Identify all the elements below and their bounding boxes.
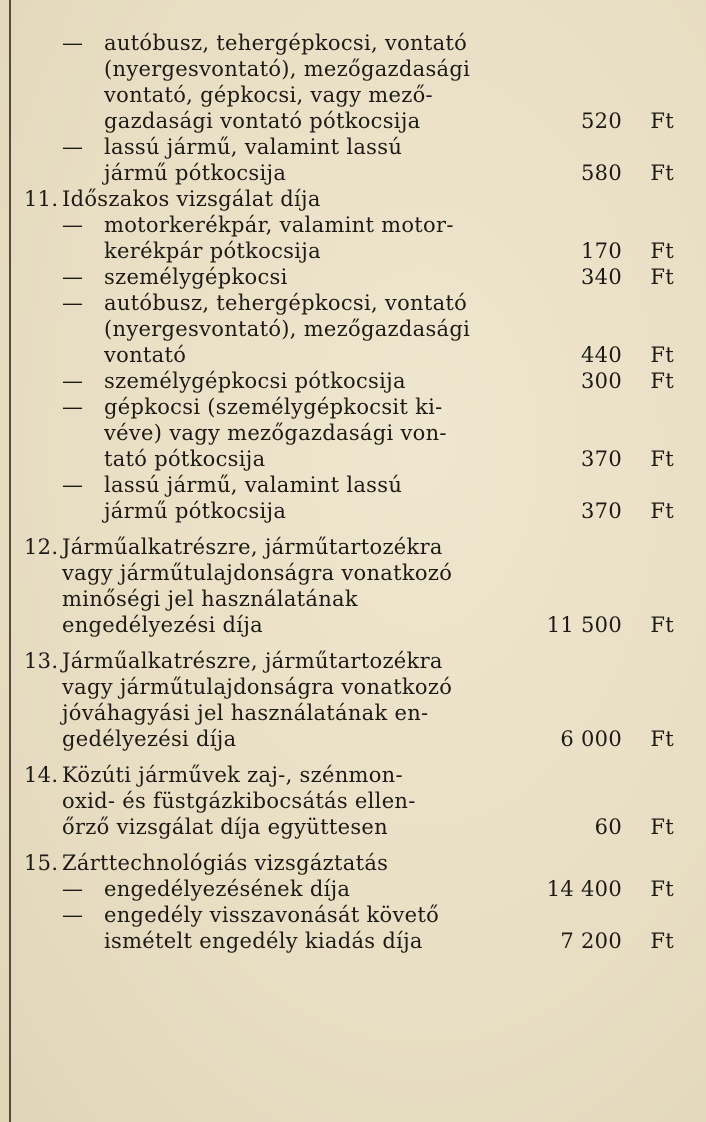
line-text: gedélyezési díja <box>62 727 237 751</box>
fee-amount: 370 <box>581 499 622 523</box>
line-text: lassú jármű, valamint lassú <box>104 135 403 159</box>
section-gap <box>24 638 684 648</box>
fee-line <box>24 290 684 316</box>
line-text: Járműalkatrészre, járműtartozékra <box>62 649 443 673</box>
fee-amount: 580 <box>581 161 622 185</box>
fee-line <box>24 446 684 472</box>
fee-amount: 60 <box>594 815 622 839</box>
fee-amount: 14 400 <box>546 877 622 901</box>
section-gap <box>24 840 684 850</box>
line-text: gazdasági vontató pótkocsija <box>104 109 421 133</box>
fee-line <box>24 316 684 342</box>
dash-bullet: — <box>62 473 84 497</box>
fee-line <box>24 342 684 368</box>
fee-line <box>24 726 684 752</box>
fee-line <box>24 612 684 638</box>
line-text: engedélyezésének díja <box>104 877 351 901</box>
fee-line <box>24 186 684 212</box>
dash-bullet: — <box>62 265 84 289</box>
line-text: jármű pótkocsija <box>104 161 287 185</box>
fee-line <box>24 902 684 928</box>
fee-amount: 7 200 <box>560 929 622 953</box>
line-text: személygépkocsi pótkocsija <box>104 369 406 393</box>
line-text: Közúti járművek zaj-, szénmon- <box>62 763 403 787</box>
fee-line <box>24 876 684 902</box>
currency-label: Ft <box>650 265 674 289</box>
line-text: (nyergesvontató), mezőgazdasági <box>104 57 471 81</box>
fee-amount: 300 <box>581 369 622 393</box>
line-text: gépkocsi (személygépkocsit ki- <box>104 395 443 419</box>
line-text: vagy járműtulajdonságra vonatkozó <box>62 561 453 585</box>
line-text: engedély visszavonását követő <box>104 903 440 927</box>
dash-bullet: — <box>62 291 84 315</box>
fee-amount: 520 <box>581 109 622 133</box>
currency-label: Ft <box>650 727 674 751</box>
line-text: autóbusz, tehergépkocsi, vontató <box>104 291 468 315</box>
fee-line <box>24 420 684 446</box>
line-text: Időszakos vizsgálat díja <box>62 187 321 211</box>
currency-label: Ft <box>650 343 674 367</box>
line-text: tató pótkocsija <box>104 447 266 471</box>
line-text: vontató, gépkocsi, vagy mező- <box>104 83 433 107</box>
margin-rule <box>9 0 11 1122</box>
fee-line <box>24 134 684 160</box>
fee-line <box>24 814 684 840</box>
fee-line <box>24 700 684 726</box>
line-text: autóbusz, tehergépkocsi, vontató <box>104 31 468 55</box>
line-text: motorkerékpár, valamint motor- <box>104 213 454 237</box>
fee-line <box>24 394 684 420</box>
item-number: 14. <box>24 763 59 787</box>
line-text: lassú jármű, valamint lassú <box>104 473 403 497</box>
fee-line <box>24 498 684 524</box>
dash-bullet: — <box>62 31 84 55</box>
fee-amount: 170 <box>581 239 622 263</box>
fee-line <box>24 928 684 954</box>
line-text: Zárttechnológiás vizsgáztatás <box>62 851 389 875</box>
fee-line <box>24 648 684 674</box>
dash-bullet: — <box>62 903 84 927</box>
dash-bullet: — <box>62 369 84 393</box>
fee-line <box>24 56 684 82</box>
currency-label: Ft <box>650 109 674 133</box>
currency-label: Ft <box>650 877 674 901</box>
currency-label: Ft <box>650 929 674 953</box>
line-text: (nyergesvontató), mezőgazdasági <box>104 317 471 341</box>
currency-label: Ft <box>650 613 674 637</box>
fee-line <box>24 368 684 394</box>
fee-line <box>24 82 684 108</box>
item-number: 12. <box>24 535 59 559</box>
line-text: személygépkocsi <box>104 265 288 289</box>
line-text: Járműalkatrészre, járműtartozékra <box>62 535 443 559</box>
fee-line <box>24 850 684 876</box>
fee-amount: 11 500 <box>546 613 622 637</box>
item-number: 11. <box>24 187 59 211</box>
fee-line <box>24 264 684 290</box>
dash-bullet: — <box>62 135 84 159</box>
section-gap <box>24 524 684 534</box>
currency-label: Ft <box>650 161 674 185</box>
fee-line <box>24 762 684 788</box>
dash-bullet: — <box>62 395 84 419</box>
fee-amount: 370 <box>581 447 622 471</box>
fee-amount: 6 000 <box>560 727 622 751</box>
line-text: engedélyezési díja <box>62 613 263 637</box>
fee-line <box>24 586 684 612</box>
fee-line <box>24 472 684 498</box>
line-text: oxid- és füstgázkibocsátás ellen- <box>62 789 416 813</box>
dash-bullet: — <box>62 877 84 901</box>
line-text: ismételt engedély kiadás díja <box>104 929 423 953</box>
currency-label: Ft <box>650 815 674 839</box>
currency-label: Ft <box>650 499 674 523</box>
fee-line <box>24 238 684 264</box>
currency-label: Ft <box>650 239 674 263</box>
fee-line <box>24 212 684 238</box>
line-text: vagy járműtulajdonságra vonatkozó <box>62 675 453 699</box>
line-text: minőségi jel használatának <box>62 587 358 611</box>
fee-list <box>24 30 684 954</box>
line-text: jármű pótkocsija <box>104 499 287 523</box>
section-gap <box>24 752 684 762</box>
fee-line <box>24 674 684 700</box>
line-text: jóváhagyási jel használatának en- <box>62 701 429 725</box>
line-text: kerékpár pótkocsija <box>104 239 321 263</box>
item-number: 13. <box>24 649 59 673</box>
fee-amount: 340 <box>581 265 622 289</box>
fee-line <box>24 30 684 56</box>
item-number: 15. <box>24 851 59 875</box>
fee-amount: 440 <box>581 343 622 367</box>
fee-line <box>24 560 684 586</box>
line-text: vontató <box>104 343 187 367</box>
fee-line <box>24 108 684 134</box>
dash-bullet: — <box>62 213 84 237</box>
fee-line <box>24 160 684 186</box>
currency-label: Ft <box>650 447 674 471</box>
fee-line <box>24 534 684 560</box>
line-text: véve) vagy mezőgazdasági von- <box>104 421 447 445</box>
currency-label: Ft <box>650 369 674 393</box>
fee-line <box>24 788 684 814</box>
line-text: őrző vizsgálat díja együttesen <box>62 815 388 839</box>
